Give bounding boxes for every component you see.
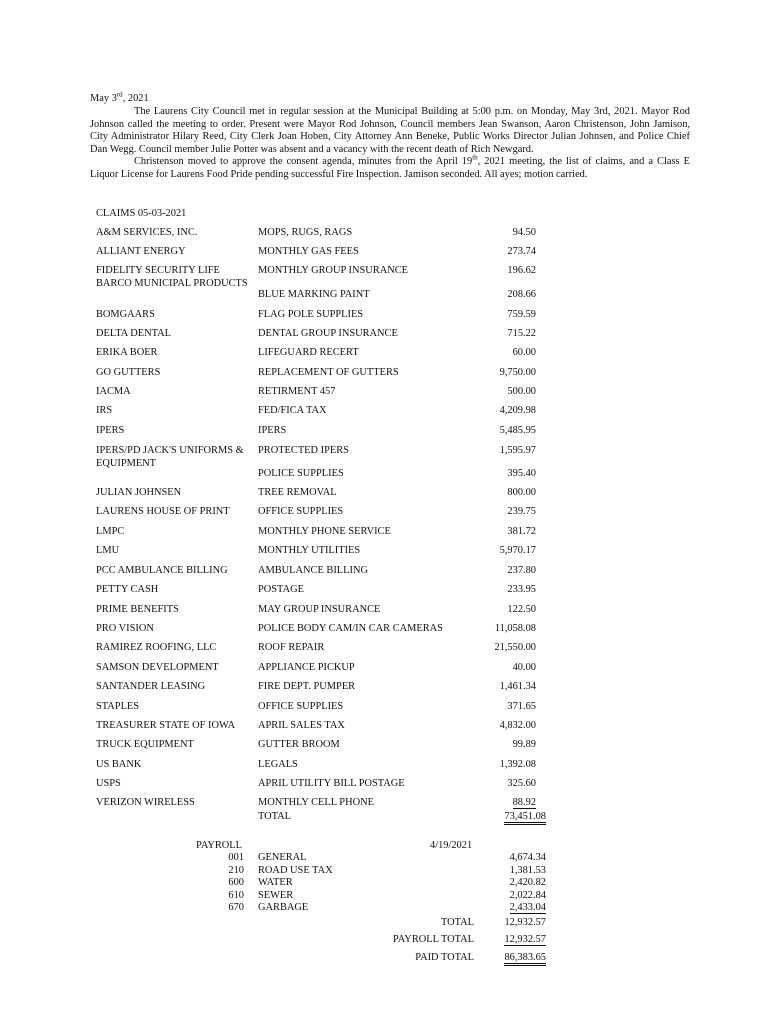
claims-amount-value: 233.95 [507,584,536,595]
claims-description: MONTHLY GROUP INSURANCE [258,265,409,276]
claims-description: IPERS [258,425,287,436]
claims-amount [507,246,536,259]
claims-vendor: BOMGAARS [96,309,155,320]
claims-amount [500,367,536,380]
claims-vendor: TREASURER STATE OF IOWA [96,720,236,731]
claims-amount [507,506,536,519]
payroll-fund-name: GARBAGE [258,902,309,914]
claims-description: LIFEGUARD RECERT [258,347,359,358]
claims-description: DENTAL GROUP INSURANCE [258,328,398,339]
claims-amount [500,720,536,733]
claims-amount-value: 99.89 [512,739,536,750]
payroll-fund-code: 610 [228,889,244,901]
claims-amount-value: 1,595.97 [499,445,536,456]
claims-vendor: IPERS/PD JACK'S UNIFORMS & EQUIPMENT [96,445,244,469]
claims-amount-value: 208.66 [507,289,536,300]
claims-amount [513,739,536,752]
claims-amount-value: 1,392.08 [499,759,536,770]
claims-vendor: GO GUTTERS [96,367,161,378]
claims-amount-value: 5,970.17 [499,545,536,556]
claims-amount [507,468,536,481]
claims-vendor: LMU [96,545,120,556]
claims-description: MONTHLY GAS FEES [258,246,359,257]
claims-amount [495,623,536,636]
claims-description: OFFICE SUPPLIES [258,506,344,517]
claims-amount-value: 4,832.00 [499,720,536,731]
claims-amount [507,328,536,341]
minutes-paragraph-2: Christenson moved to approve the consent agenda, minutes from the April 19th, 2021 meeting, the list of claims, and a Class E Liquor License for Laurens Food Pride pending successful Fire Inspection. Jamison seconded. All ayes; motion carried. [90,153,690,180]
claims-vendor: SANTANDER LEASING [96,681,206,692]
claims-vendor: IACMA [96,386,131,397]
claims-amount [507,289,536,302]
claims-amount [500,425,536,438]
claims-amount [494,642,536,655]
claims-amount [500,405,536,418]
payroll-fund-amount [480,865,546,878]
claims-amount [513,227,536,240]
claims-amount-value: 9,750.00 [499,367,536,378]
claims-amount-value: 1,461.34 [499,681,536,692]
claims-amount [507,701,536,714]
claims-vendor: VERIZON WIRELESS [96,797,195,808]
payroll-fund-amount [480,890,546,903]
claims-description: FED/FICA TAX [258,405,327,416]
claims-amount-value: 21,550.00 [494,642,536,653]
claims-amount-value: 325.60 [507,778,536,789]
claims-total-label: TOTAL [258,811,292,822]
claims-amount-value: 94.50 [512,227,536,238]
claims-vendor: ALLIANT ENERGY [96,246,186,257]
payroll-fund-amount-value: 2,420.82 [509,877,546,889]
paid-total-amount-wrap [480,952,546,965]
claims-vendor: A&M SERVICES, INC. [96,227,198,238]
claims-description: GUTTER BROOM [258,739,340,750]
claims-description: POLICE SUPPLIES [258,468,344,479]
claims-vendor: LMPC [96,526,125,537]
claims-amount [507,265,536,278]
payroll-fund-amount-value: 4,674.34 [509,852,546,863]
claims-total-amount: 73,451.08 [504,811,546,825]
claims-vendor: STAPLES [96,701,140,712]
claims-amount [500,445,536,458]
payroll-total-amount: 12,932.57 [504,934,546,945]
claims-amount [500,545,536,558]
claims-description: RETIRMENT 457 [258,386,336,397]
payroll-fund-amount-value: 2,433.04 [509,902,546,914]
payroll-total-label: PAYROLL TOTAL [392,934,474,945]
claims-amount-value: 196.62 [507,265,536,276]
payroll-fund-code: 600 [228,877,244,889]
claims-amount-value: 395.40 [507,468,536,479]
claims-description: PROTECTED IPERS [258,445,349,456]
claims-amount-value: 237.80 [507,565,536,576]
claims-amount [513,797,536,810]
claims-vendor: IRS [96,405,113,416]
claims-description: FLAG POLE SUPPLIES [258,309,364,320]
claims-vendor: DELTA DENTAL [96,328,172,339]
claims-amount-value: 88.92 [512,797,536,808]
claims-amount-value: 5,485.95 [499,425,536,436]
payroll-fund-code: 001 [228,852,244,863]
paid-total-label: PAID TOTAL [415,952,474,963]
claims-vendor: FIDELITY SECURITY LIFE BARCO MUNICIPAL PRODUCTS [96,265,248,289]
claims-description: FIRE DEPT. PUMPER [258,681,356,692]
claims-vendor: PRO VISION [96,623,154,634]
claims-description: APPLIANCE PICKUP [258,662,355,673]
claims-amount [500,759,536,772]
payroll-date: 4/19/2021 [430,840,473,851]
payroll-fund-name: GENERAL [258,852,307,863]
claims-vendor: SAMSON DEVELOPMENT [96,662,219,673]
claims-description: AMBULANCE BILLING [258,565,368,576]
claims-description: APRIL UTILITY BILL POSTAGE [258,778,405,789]
payroll-fund-code: 670 [228,902,244,914]
claims-vendor: ERIKA BOER [96,347,158,358]
claims-amount [513,662,536,675]
claims-description: MONTHLY CELL PHONE [258,797,374,808]
minutes-paragraph-1: The Laurens City Council met in regular session at the Municipal Building at 5:00 p.m. on Monday, May 3rd, 2021. Mayor Rod Johnson called the meeting to order. Present were Mayor Rod Johnson, Council members Jean Swanson, Aaron Christenson, John Jamison, City Administrator Hilary Reed, City Clerk Joan Hoben, City Attorney Ann Beneke, Public Works Director Julian Johnsen, and Police Chief Dan Wegg. Council member Julie Potter was absent and a vacancy with the recent death of Rich Newgard. [90,106,690,155]
claims-title: CLAIMS 05-03-2021 [96,208,187,219]
claims-vendor: JULIAN JOHNSEN [96,487,182,498]
claims-vendor: RAMIREZ ROOFING, LLC [96,642,217,653]
claims-amount [513,347,536,360]
claims-amount [507,565,536,578]
claims-description: MAY GROUP INSURANCE [258,604,381,615]
claims-amount-value: 381.72 [507,526,536,537]
claims-description: MONTHLY PHONE SERVICE [258,526,391,537]
claims-total-amount-wrap [480,811,546,824]
claims-vendor: LAURENS HOUSE OF PRINT [96,506,230,517]
claims-vendor: US BANK [96,759,142,770]
claims-amount-value: 800.00 [507,487,536,498]
claims-amount [507,386,536,399]
claims-amount-value: 759.59 [507,309,536,320]
claims-description: ROOF REPAIR [258,642,325,653]
payroll-fund-amount [480,852,546,865]
payroll-fund-name: ROAD USE TAX [258,864,333,876]
payroll-fund-amount-value: 2,022.84 [509,889,546,901]
claims-description: APRIL SALES TAX [258,720,345,731]
claims-vendor: PETTY CASH [96,584,159,595]
claims-description: POLICE BODY CAM/IN CAR CAMERAS [258,623,443,634]
claims-description: TREE REMOVAL [258,487,337,498]
claims-description: REPLACEMENT OF GUTTERS [258,367,399,378]
claims-description: LEGALS [258,759,298,770]
payroll-fund-amount-value: 1,381.53 [509,864,546,876]
claims-description: BLUE MARKING PAINT [258,289,370,300]
claims-amount-value: 273.74 [507,246,536,257]
claims-vendor: TRUCK EQUIPMENT [96,739,194,750]
payroll-fund-name: SEWER [258,889,294,901]
paid-total-amount: 86,383.65 [504,952,546,966]
claims-description: MOPS, RUGS, RAGS [258,227,353,238]
claims-amount [507,604,536,617]
claims-description: MONTHLY UTILITIES [258,545,361,556]
payroll-total-amount-wrap [480,934,546,947]
claims-amount [507,487,536,500]
claims-amount-value: 40.00 [512,662,536,673]
claims-amount [507,309,536,322]
claims-vendor: IPERS [96,425,125,436]
payroll-fund-amount [480,902,546,915]
claims-vendor: PCC AMBULANCE BILLING [96,565,228,576]
payroll-fund-amount [480,877,546,890]
claims-amount [507,526,536,539]
payroll-label: PAYROLL [196,840,243,851]
claims-amount-value: 239.75 [507,506,536,517]
claims-vendor: USPS [96,778,121,789]
claims-description: POSTAGE [258,584,304,595]
document-date: May 3rd, 2021 [90,90,149,104]
payroll-sub-total-label: TOTAL [440,917,474,928]
claims-amount-value: 4,209.98 [499,405,536,416]
payroll-fund-code: 210 [228,864,244,876]
claims-description: OFFICE SUPPLIES [258,701,344,712]
claims-amount-value: 715.22 [507,328,536,339]
claims-amount [507,584,536,597]
claims-amount-value: 11,058.08 [494,623,536,634]
meeting-minutes [90,106,690,182]
claims-vendor: PRIME BENEFITS [96,604,179,615]
claims-amount [507,778,536,791]
claims-amount-value: 371.65 [507,701,536,712]
payroll-fund-name: WATER [258,877,293,889]
claims-amount [500,681,536,694]
claims-amount-value: 122.50 [507,604,536,615]
payroll-sub-total-amount: 12,932.57 [504,917,546,928]
claims-amount-value: 60.00 [512,347,536,358]
claims-amount-value: 500.00 [507,386,536,397]
